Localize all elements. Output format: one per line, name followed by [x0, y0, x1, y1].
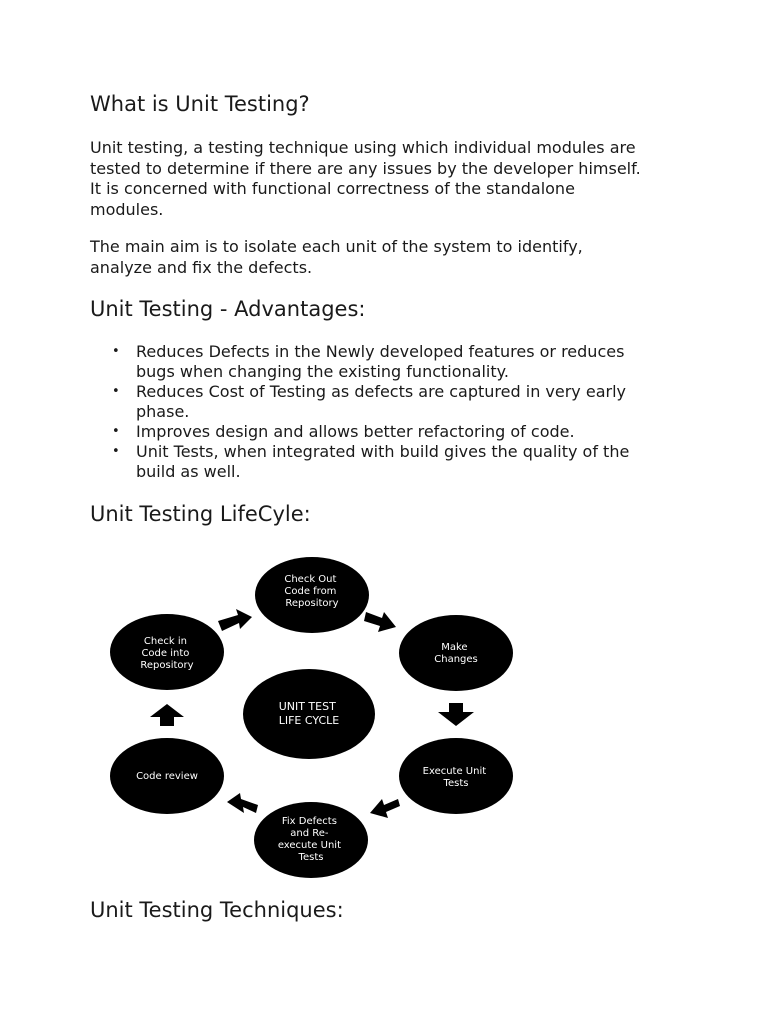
list-item — [90, 382, 670, 422]
label-line: execute Unit — [277, 840, 341, 851]
label-line: Fix Defects — [281, 816, 337, 827]
label-line: Make — [441, 642, 468, 653]
lifecycle-diagram-svg — [100, 555, 530, 885]
label-center — [279, 700, 340, 727]
para-line: It is concerned with functional correctness of the standalone — [90, 179, 575, 198]
list-item-line: build as well. — [136, 462, 241, 481]
label-line: Code review — [136, 771, 198, 782]
label-checkout — [284, 574, 339, 609]
list-item-line: Improves design and allows better refactoring of code. — [136, 422, 575, 441]
list-item-line: Reduces Cost of Testing as defects are captured in very early — [136, 382, 626, 401]
label-line: Check in — [143, 636, 187, 647]
list-item-line: phase. — [136, 402, 190, 421]
arrow-review-to-checkin — [150, 704, 184, 726]
label-line: Tests — [298, 852, 324, 863]
label-line: Code into — [141, 648, 190, 659]
label-line: Changes — [434, 654, 478, 665]
list-item — [90, 422, 670, 442]
arrow-make-to-execute — [438, 703, 474, 726]
arrow-execute-to-fix — [370, 799, 400, 818]
heading-what-is-unit-testing: What is Unit Testing? — [90, 92, 310, 116]
label-check-in — [140, 636, 193, 671]
paragraph-main-aim — [90, 237, 690, 278]
lifecycle-diagram — [100, 555, 530, 885]
arrow-checkin-to-checkout — [218, 609, 252, 631]
heading-techniques: Unit Testing Techniques: — [90, 898, 344, 922]
label-line: Code from — [284, 586, 337, 597]
node-make-changes — [399, 615, 513, 691]
label-line: UNIT TEST — [278, 700, 336, 713]
list-item — [90, 442, 670, 482]
list-item-line: bugs when changing the existing functionality. — [136, 362, 509, 381]
heading-lifecycle: Unit Testing LifeCyle: — [90, 502, 311, 526]
arrow-checkout-to-make — [364, 612, 396, 632]
label-line: LIFE CYCLE — [278, 714, 340, 727]
para-line: Unit testing, a testing technique using which individual modules are — [90, 138, 636, 157]
paragraph-definition — [90, 138, 690, 220]
para-line: analyze and fix the defects. — [90, 257, 313, 277]
label-line: and Re- — [290, 828, 329, 839]
label-line: Repository — [285, 598, 339, 609]
advantages-list — [90, 342, 670, 482]
list-item-line: Unit Tests, when integrated with build gives the quality of the — [136, 442, 630, 461]
label-line: Check Out — [284, 574, 337, 585]
list-item — [90, 342, 670, 382]
para-line: tested to determine if there are any issues by the developer himself. — [90, 158, 641, 178]
para-line: modules. — [90, 199, 164, 219]
label-code-review — [136, 771, 198, 782]
list-item-line: Reduces Defects in the Newly developed features or reduces — [136, 342, 625, 361]
heading-advantages: Unit Testing - Advantages: — [90, 297, 366, 321]
para-line: The main aim is to isolate each unit of the system to identify, — [90, 237, 583, 256]
label-line: Execute Unit — [422, 766, 487, 777]
label-line: Tests — [443, 778, 469, 789]
arrow-fix-to-review — [227, 793, 258, 813]
label-line: Repository — [140, 660, 194, 671]
